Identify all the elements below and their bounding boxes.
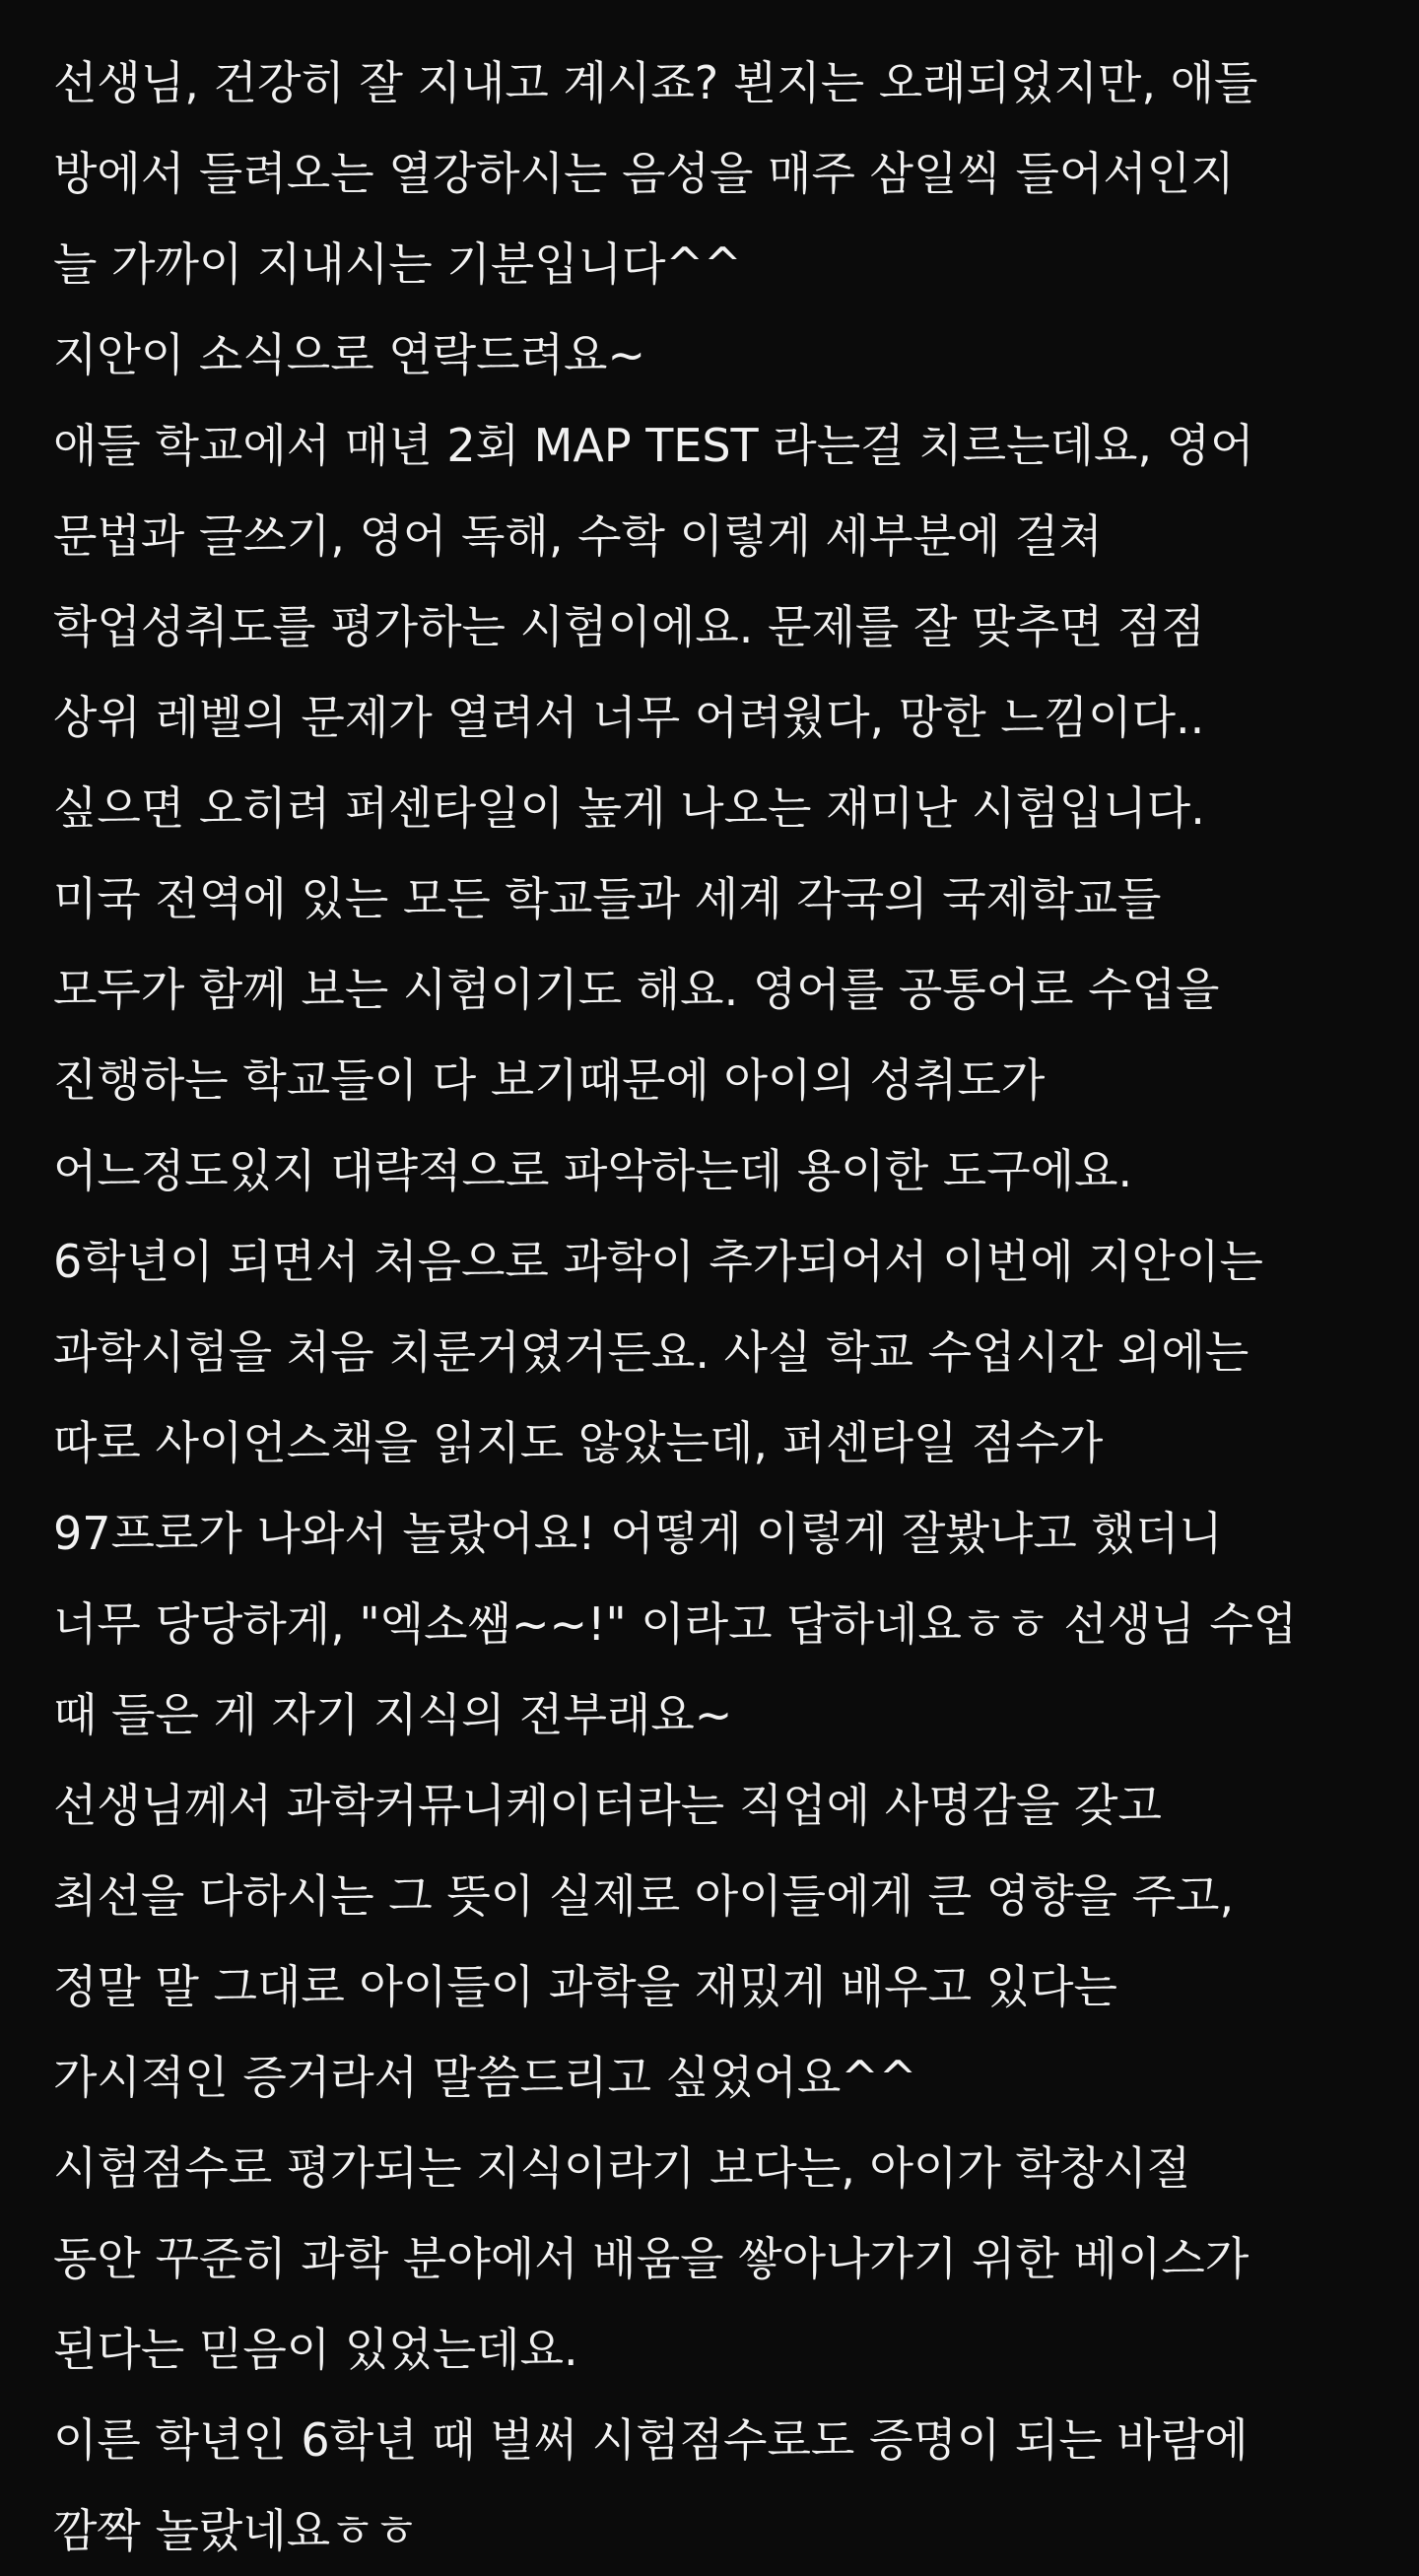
message-line-20: 선생님께서 과학커뮤니케이터라는 직업에 사명감을 갖고 [53, 1779, 1162, 1832]
message-line-18: 너무 당당하게, "엑소쌤~~!" 이라고 답하네요ㅎㅎ 선생님 수업 [53, 1597, 1298, 1651]
message-line-10: 미국 전역에 있는 모든 학교들과 세계 각국의 국제학교들 [53, 872, 1162, 925]
message-line-11: 모두가 함께 보는 시험이기도 해요. 영어를 공통어로 수업을 [53, 963, 1220, 1016]
message-line-28: 깜짝 놀랐네요ㅎㅎ [53, 2504, 419, 2557]
message-line-21: 최선을 다하시는 그 뜻이 실제로 아이들에게 큰 영향을 주고, [53, 1869, 1235, 1923]
message-line-15: 과학시험을 처음 치룬거였거든요. 사실 학교 수업시간 외에는 [53, 1325, 1250, 1379]
message-line-2: 방에서 들려오는 열강하시는 음성을 매주 삼일씩 들어서인지 [53, 147, 1235, 200]
message-line-16: 따로 사이언스책을 읽지도 않았는데, 퍼센타일 점수가 [53, 1416, 1104, 1469]
message-line-8: 상위 레벨의 문제가 열려서 너무 어려웠다, 망한 느낌이다.. [53, 691, 1205, 744]
message-line-25: 동안 꾸준히 과학 분야에서 배움을 쌓아나가기 위한 베이스가 [53, 2232, 1250, 2285]
message-line-1: 선생님, 건강히 잘 지내고 계시죠? 뵌지는 오래되었지만, 애들 [53, 56, 1258, 109]
message-line-6: 문법과 글쓰기, 영어 독해, 수학 이렇게 세부분에 걸쳐 [53, 509, 1103, 563]
message-line-14: 6학년이 되면서 처음으로 과학이 추가되어서 이번에 지안이는 [53, 1235, 1263, 1288]
message-line-13: 어느정도있지 대략적으로 파악하는데 용이한 도구에요. [53, 1144, 1133, 1197]
message-line-17: 97프로가 나와서 놀랐어요! 어떻게 이렇게 잘봤냐고 했더니 [53, 1507, 1223, 1560]
message-line-4: 지안이 소식으로 연락드려요~ [53, 328, 646, 381]
message-line-22: 정말 말 그대로 아이들이 과학을 재밌게 배우고 있다는 [53, 1960, 1117, 2013]
message-line-5: 애들 학교에서 매년 2회 MAP TEST 라는걸 치르는데요, 영어 [53, 419, 1254, 472]
message-line-26: 된다는 믿음이 있었는데요. [53, 2323, 578, 2376]
message-line-12: 진행하는 학교들이 다 보기때문에 아이의 성취도가 [53, 1053, 1046, 1107]
message-line-24: 시험점수로 평가되는 지식이라기 보다는, 아이가 학창시절 [53, 2141, 1191, 2195]
message-line-23: 가시적인 증거라서 말씀드리고 싶었어요^^ [53, 2051, 917, 2104]
message-line-3: 늘 가까이 지내시는 기분입니다^^ [53, 237, 742, 291]
message-text [53, 37, 1393, 2576]
message-line-9: 싶으면 오히려 퍼센타일이 높게 나오는 재미난 시험입니다. [53, 781, 1205, 835]
message-line-19: 때 들은 게 자기 지식의 전부래요~ [53, 1688, 733, 1741]
message-line-7: 학업성취도를 평가하는 시험이에요. 문제를 잘 맞추면 점점 [53, 600, 1205, 653]
message-line-27: 이른 학년인 6학년 때 벌써 시험점수로도 증명이 되는 바람에 [53, 2413, 1249, 2467]
